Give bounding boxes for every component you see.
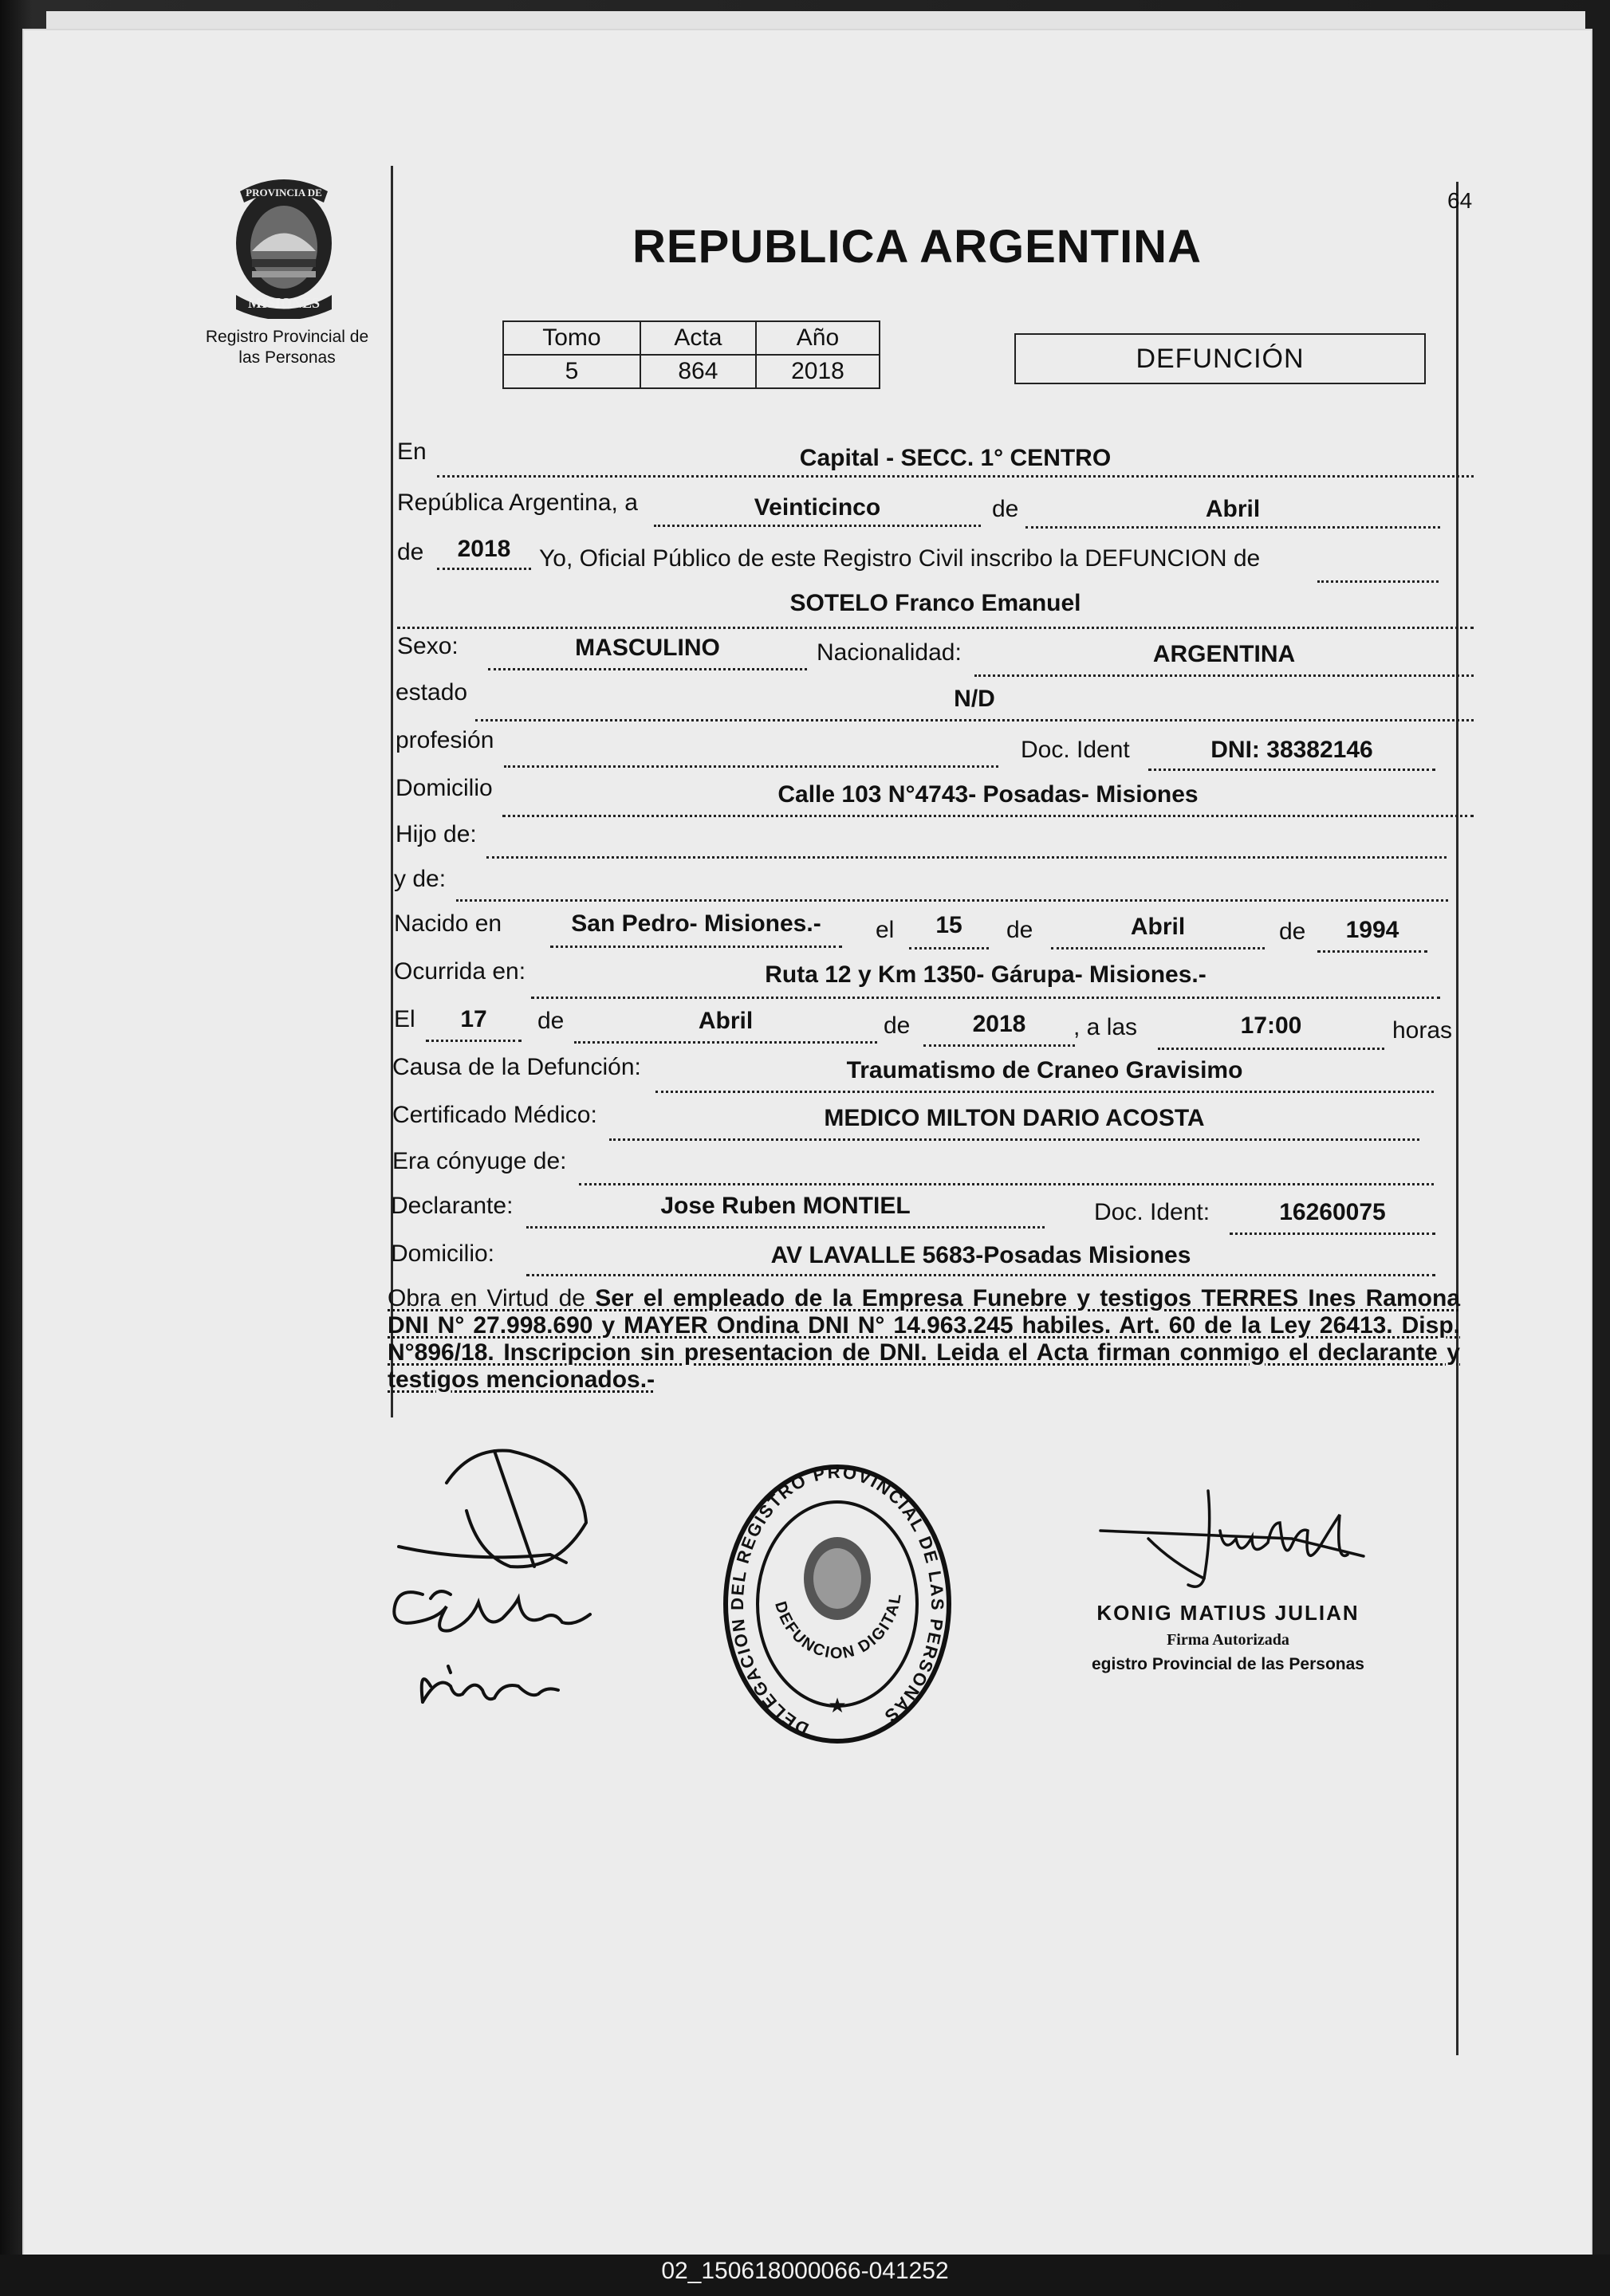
line-nacido-mes bbox=[1051, 947, 1265, 949]
label-de2: de bbox=[397, 539, 424, 565]
line-doc bbox=[1148, 769, 1435, 771]
line-domicilio-2 bbox=[526, 1274, 1435, 1276]
inscribo-text: Yo, Oficial Público de este Registro Civil inscribo la DEFUNCION de bbox=[539, 545, 1261, 572]
value-dia-letras: Veinticinco bbox=[754, 494, 881, 521]
svg-text:DELEGACION DEL REGISTRO PROVIN: DELEGACION DEL REGISTRO PROVINCIAL DE LAS PERSONAS bbox=[727, 1461, 948, 1740]
line-estado bbox=[475, 719, 1474, 721]
left-margin-line bbox=[391, 166, 393, 1417]
label-a-las: , a las bbox=[1073, 1014, 1138, 1040]
line-hijo-de bbox=[486, 856, 1447, 859]
declarant-signature bbox=[375, 1435, 638, 1754]
line-nacido-lugar bbox=[550, 946, 842, 948]
value-hora: 17:00 bbox=[1240, 1012, 1302, 1039]
value-lugar: Capital - SECC. 1° CENTRO bbox=[799, 445, 1112, 471]
label-sexo: Sexo: bbox=[397, 633, 459, 659]
label-estado: estado bbox=[396, 679, 468, 706]
value-nacido-dia: 15 bbox=[935, 912, 962, 938]
value-sexo: MASCULINO bbox=[575, 635, 720, 661]
label-domicilio-2: Domicilio: bbox=[391, 1240, 495, 1267]
label-en: En bbox=[397, 438, 427, 465]
record-type: DEFUNCIÓN bbox=[1136, 343, 1305, 374]
province-emblem bbox=[220, 167, 348, 319]
value-nacido-lugar: San Pedro- Misiones.- bbox=[571, 910, 821, 937]
svg-text:PROVINCIA DE: PROVINCIA DE bbox=[246, 187, 322, 199]
svg-text:DEFUNCION DIGITAL: DEFUNCION DIGITAL bbox=[771, 1590, 905, 1663]
line-declarante bbox=[526, 1226, 1045, 1229]
svg-text:★: ★ bbox=[828, 1693, 847, 1717]
label-certificado: Certificado Médico: bbox=[392, 1102, 597, 1128]
line-hora bbox=[1158, 1048, 1384, 1050]
value-anio: 2018 bbox=[457, 536, 511, 562]
line-fecha-anio bbox=[923, 1044, 1075, 1047]
value-nacido-anio: 1994 bbox=[1345, 917, 1399, 943]
document-title: REPUBLICA ARGENTINA bbox=[632, 221, 1202, 273]
label-hijo-de: Hijo de: bbox=[396, 821, 477, 847]
label-de: de bbox=[992, 496, 1019, 522]
value-domicilio: Calle 103 N°4743- Posadas- Misiones bbox=[777, 781, 1199, 808]
value-estado: N/D bbox=[954, 686, 995, 712]
label-doc-ident: Doc. Ident bbox=[1021, 737, 1130, 763]
label-el2: El bbox=[394, 1006, 415, 1032]
value-nacionalidad: ARGENTINA bbox=[1152, 641, 1296, 667]
line-fecha-mes bbox=[574, 1041, 877, 1044]
line-nombre bbox=[397, 627, 1474, 629]
line-dia bbox=[654, 525, 981, 527]
label-ocurrida-en: Ocurrida en: bbox=[394, 958, 526, 985]
line-nacionalidad bbox=[974, 674, 1474, 677]
line-anio bbox=[437, 568, 531, 570]
record-value-acta: 864 bbox=[640, 355, 756, 388]
line-ocurrida bbox=[531, 997, 1440, 999]
value-nacido-mes: Abril bbox=[1130, 914, 1186, 940]
footer-code: 02_150618000066-041252 bbox=[661, 2258, 949, 2284]
registry-caption: Registro Provincial de las Personas bbox=[205, 328, 369, 367]
record-value-tomo: 5 bbox=[503, 355, 640, 388]
label-horas: horas bbox=[1392, 1017, 1453, 1044]
line-sexo bbox=[488, 668, 807, 670]
line-conyuge bbox=[579, 1183, 1434, 1185]
value-doc: DNI: 38382146 bbox=[1210, 737, 1373, 763]
line-mes bbox=[1025, 526, 1440, 529]
page-number: 64 bbox=[1447, 188, 1473, 213]
label-el: el bbox=[876, 917, 895, 943]
label-profesion: profesión bbox=[396, 727, 494, 753]
value-fecha-dia: 17 bbox=[460, 1006, 487, 1032]
line-inscribo bbox=[1317, 580, 1439, 583]
value-fecha-anio: 2018 bbox=[972, 1011, 1026, 1037]
official-role: Firma Autorizada bbox=[1167, 1631, 1289, 1649]
record-type-box bbox=[1014, 333, 1426, 384]
label-causa: Causa de la Defunción: bbox=[392, 1054, 641, 1080]
label-nacido-en: Nacido en bbox=[394, 910, 502, 937]
value-fecha-mes: Abril bbox=[698, 1008, 754, 1034]
svg-text:MISIONES: MISIONES bbox=[247, 295, 321, 311]
label-de5: de bbox=[537, 1008, 565, 1034]
line-fecha-dia bbox=[426, 1040, 522, 1042]
value-mes: Abril bbox=[1205, 496, 1261, 522]
line-doc-2 bbox=[1230, 1233, 1435, 1235]
label-doc-ident-2: Doc. Ident: bbox=[1094, 1199, 1210, 1225]
official-signature bbox=[1092, 1483, 1380, 1602]
line-causa bbox=[655, 1091, 1434, 1093]
record-value-anio: 2018 bbox=[756, 355, 880, 388]
label-de6: de bbox=[884, 1012, 911, 1039]
line-nacido-dia bbox=[909, 947, 989, 949]
label-nacionalidad: Nacionalidad: bbox=[817, 639, 962, 666]
line-nacido-anio bbox=[1317, 950, 1427, 953]
value-ocurrida: Ruta 12 y Km 1350- Gárupa- Misiones.- bbox=[765, 961, 1207, 988]
label-obra: Obra en Virtud de bbox=[388, 1285, 585, 1311]
value-obra: Ser el empleado de la Empresa Funebre y testigos TERRES Ines Ramona DNI N° 27.998.690 y MAYER Ondina DNI N° 14.963.245 habiles. Art. 60 de la Ley 26413. Disp. N°896/18. Inscripcion sin presentacion de DNI. Leida el Acta firman conmigo el declarante y testigos mencionados.- bbox=[388, 1285, 1460, 1393]
line-en bbox=[437, 475, 1474, 478]
line-domicilio bbox=[502, 815, 1474, 817]
record-header-anio: Año bbox=[756, 321, 880, 355]
record-header-acta: Acta bbox=[640, 321, 756, 355]
value-doc-2: 16260075 bbox=[1279, 1199, 1386, 1225]
label-domicilio: Domicilio bbox=[396, 775, 493, 801]
line-profesion bbox=[504, 765, 998, 768]
line-y-de bbox=[456, 899, 1448, 902]
line-certificado bbox=[609, 1138, 1419, 1141]
official-name: KONIG MATIUS JULIAN bbox=[1096, 1601, 1360, 1625]
value-certificado: MEDICO MILTON DARIO ACOSTA bbox=[824, 1105, 1205, 1131]
record-header-tomo: Tomo bbox=[503, 321, 640, 355]
value-causa: Traumatismo de Craneo Gravisimo bbox=[846, 1057, 1243, 1083]
label-de3: de bbox=[1006, 917, 1033, 943]
value-declarante: Jose Ruben MONTIEL bbox=[660, 1193, 911, 1219]
label-republica: República Argentina, a bbox=[397, 489, 638, 516]
label-y-de: y de: bbox=[394, 866, 447, 892]
obra-paragraph bbox=[388, 1285, 1460, 1394]
record-table bbox=[502, 320, 880, 389]
value-domicilio-2: AV LAVALLE 5683-Posadas Misiones bbox=[770, 1242, 1191, 1268]
value-nombre-fallecido: SOTELO Franco Emanuel bbox=[789, 590, 1081, 616]
label-declarante: Declarante: bbox=[391, 1193, 514, 1219]
label-conyuge: Era cónyuge de: bbox=[392, 1148, 567, 1174]
official-office: egistro Provincial de las Personas bbox=[1092, 1655, 1364, 1673]
official-stamp bbox=[718, 1459, 957, 1746]
label-de4: de bbox=[1279, 918, 1306, 945]
